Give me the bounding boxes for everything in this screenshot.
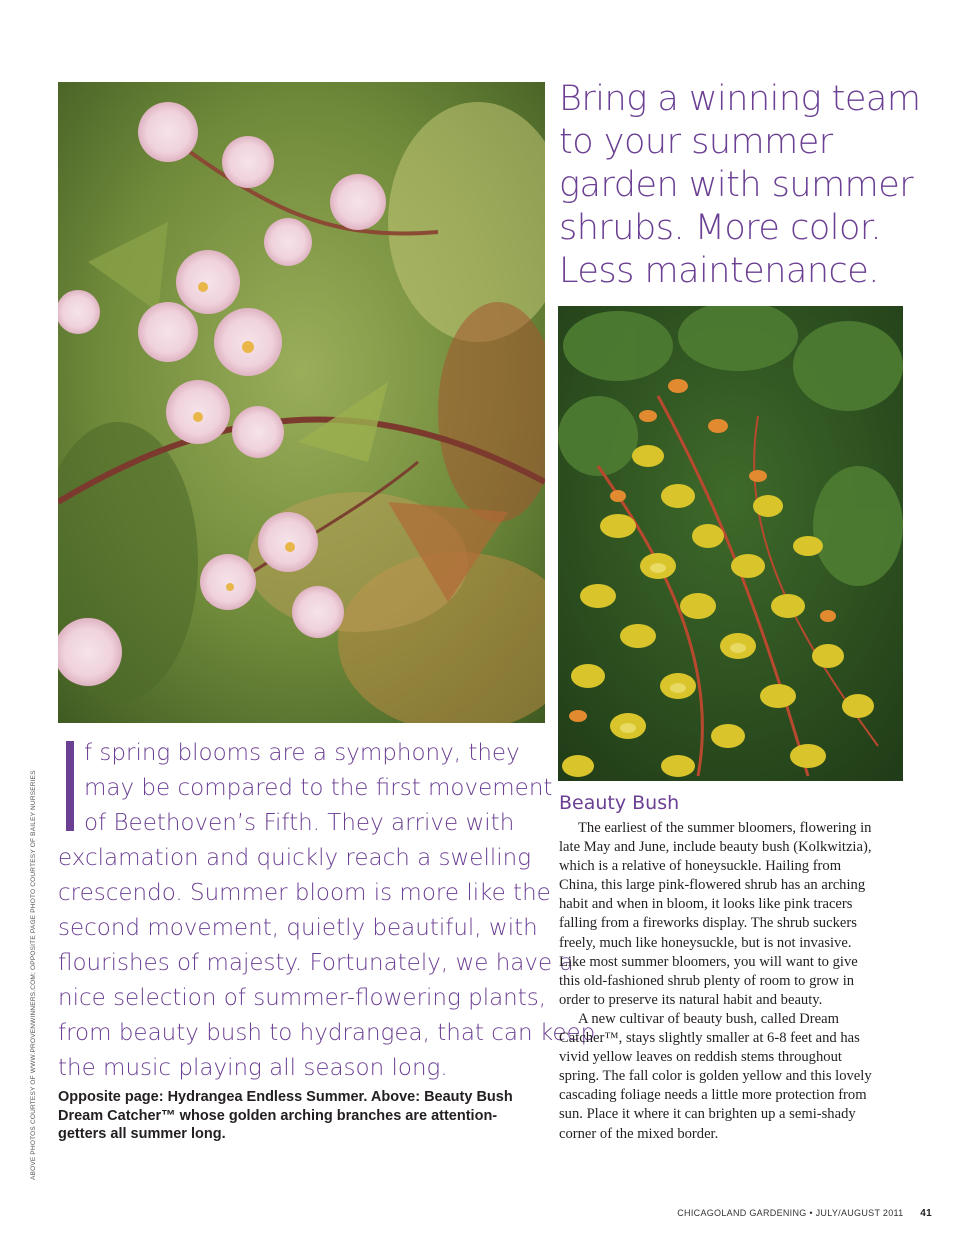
- body-line: freely, much like honeysuckle, but is not invasive.: [559, 934, 852, 951]
- caption-line: Dream Catcher™ whose golden arching branches are attention-: [58, 1107, 498, 1124]
- body-line: spring. The fall color is golden yellow and this lovely: [559, 1068, 872, 1085]
- dream-catcher-foliage-photo: [558, 306, 903, 781]
- intro-line: of Beethoven’s Fifth. They arrive with: [84, 810, 515, 836]
- body-line: Like most summer bloomers, you will want to give: [559, 953, 858, 970]
- section-title: Beauty Bush: [559, 792, 680, 814]
- body-line: Catcher™, stays slightly smaller at 6-8 feet and has: [559, 1030, 860, 1047]
- intro-line: exclamation and quickly reach a swelling: [58, 845, 532, 871]
- intro-line: the music playing all season long.: [58, 1055, 448, 1081]
- intro-line: may be compared to the first movement: [84, 775, 553, 801]
- photo-caption: [58, 1088, 528, 1144]
- intro-line: f spring blooms are a symphony, they: [84, 740, 520, 766]
- headline-line: Bring a winning team: [559, 79, 921, 119]
- caption-line: Opposite page: Hydrangea Endless Summer. Above: Beauty Bush: [58, 1089, 513, 1105]
- body-line: which is a relative of honeysuckle. Hailing from: [559, 858, 842, 875]
- body-line: The earliest of the summer bloomers, flowering in: [578, 820, 872, 836]
- intro-line: nice selection of summer-flowering plants,: [58, 985, 547, 1011]
- headline-line: garden with summer: [559, 165, 914, 205]
- body-line: this old-fashioned shrub plenty of room to grow in: [559, 972, 855, 989]
- body-line: late May and June, include beauty bush (Kolkwitzia),: [559, 839, 872, 856]
- headline-line: to your summer: [559, 122, 833, 162]
- body-line: vivid yellow leaves on reddish stems throughout: [559, 1049, 842, 1066]
- body-line: sun. Place it where it can brighten up a semi-shady: [559, 1106, 856, 1123]
- headline-line: Less maintenance.: [559, 251, 879, 291]
- page-footer: [677, 1208, 932, 1219]
- body-line: order to preserve its natural habit and beauty.: [559, 991, 823, 1008]
- intro-line: flourishes of majesty. Fortunately, we have a: [58, 950, 574, 976]
- intro-line: second movement, quietly beautiful, with: [58, 915, 538, 941]
- intro-line: from beauty bush to hydrangea, that can keep: [58, 1020, 596, 1046]
- intro-paragraph: [58, 736, 596, 1086]
- body-line: cascading foliage needs a little more protection from: [559, 1087, 867, 1104]
- intro-line: crescendo. Summer bloom is more like the: [58, 880, 551, 906]
- body-line: habit and when in bloom, it looks like pink tracers: [559, 896, 853, 913]
- headline-line: shrubs. More color.: [559, 208, 882, 248]
- body-line: A new cultivar of beauty bush, called Dream: [578, 1010, 839, 1027]
- body-line: China, this large pink-flowered shrub has an arching: [559, 877, 866, 894]
- caption-line: getters all summer long.: [58, 1126, 226, 1142]
- body-line: corner of the mixed border.: [559, 1125, 719, 1142]
- footer-publication: CHICAGOLAND GARDENING • JULY/AUGUST 2011: [677, 1208, 904, 1218]
- section-body: [559, 819, 904, 1144]
- photo-credit: ABOVE PHOTOS COURTESY OF WWW.PROVENWINNERS.COM; OPPOSITE PAGE PHOTO COURTESY OF BAILEY NURSERIES: [30, 770, 37, 1180]
- beauty-bush-flowers-photo: [58, 82, 545, 723]
- body-line: falling from a fireworks display. The shrub suckers: [559, 915, 857, 932]
- page-number: 41: [920, 1208, 932, 1219]
- headline: [559, 78, 939, 293]
